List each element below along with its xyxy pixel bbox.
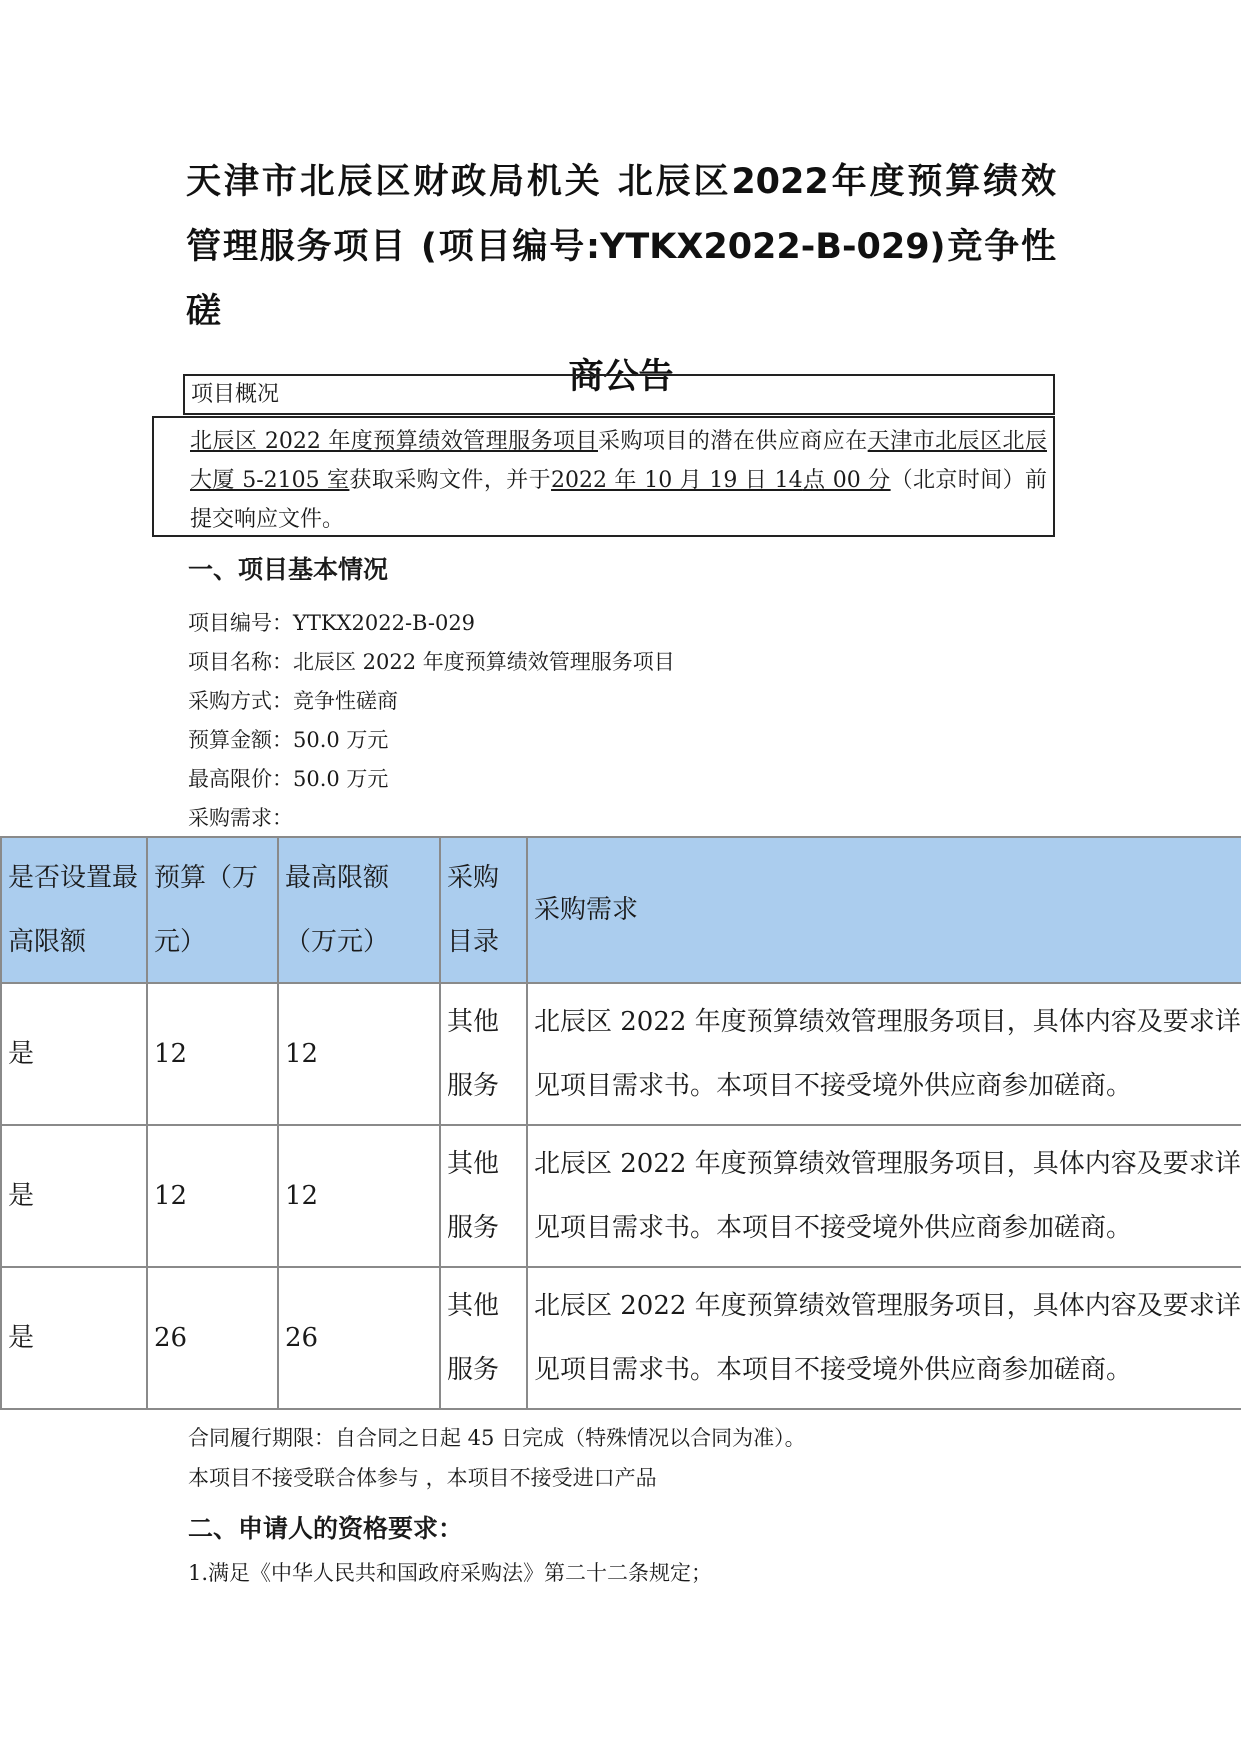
contract-period: 合同履行期限：自合同之日起 45 日完成（特殊情况以合同为准）。 <box>188 1426 806 1450</box>
header-limit: 是否设置最高限额 <box>1 837 147 983</box>
qualification-item-1: 1.满足《中华人民共和国政府采购法》第二十二条规定； <box>188 1561 713 1585</box>
cell-requirements: 北辰区 2022 年度预算绩效管理服务项目，具体内容及要求详见项目需求书。本项目不接受境外供应商参加磋商。 <box>527 1125 1241 1267</box>
cell-catalog: 其他服务 <box>440 1125 527 1267</box>
cell-budget: 12 <box>147 983 278 1125</box>
table-row <box>1 1267 1241 1409</box>
field-max-price: 最高限价：50.0 万元 <box>188 767 389 791</box>
section-2-heading: 二、申请人的资格要求： <box>188 1514 464 1543</box>
requirements-table <box>0 836 1241 1410</box>
overview-heading: 项目概况 <box>183 374 1055 415</box>
table-header-row <box>1 837 1241 983</box>
cell-budget: 26 <box>147 1267 278 1409</box>
cell-limit: 是 <box>1 1267 147 1409</box>
table-row <box>1 983 1241 1125</box>
overview-deadline-1: 2022 年 10 月 19 日 14 <box>551 468 803 493</box>
project-info-list <box>188 604 675 838</box>
header-budget: 预算（万元） <box>147 837 278 983</box>
title-line-2: 管理服务项目 (项目编号:YTKX2022-B-029)竞争性磋 <box>186 227 1056 332</box>
field-budget: 预算金额：50.0 万元 <box>188 728 389 752</box>
cell-requirements: 北辰区 2022 年度预算绩效管理服务项目，具体内容及要求详见项目需求书。本项目不接受境外供应商参加磋商。 <box>527 1267 1241 1409</box>
cell-max: 12 <box>278 1125 440 1267</box>
title-line-1: 天津市北辰区财政局机关 北辰区2022年度预算绩效 <box>186 162 1056 202</box>
cell-max: 26 <box>278 1267 440 1409</box>
page-title <box>186 150 1056 410</box>
after-table-notes <box>188 1418 806 1498</box>
header-catalog: 采购目录 <box>440 837 527 983</box>
cell-requirements: 北辰区 2022 年度预算绩效管理服务项目，具体内容及要求详见项目需求书。本项目不接受境外供应商参加磋商。 <box>527 983 1241 1125</box>
overview-location: 天津市北辰区北辰大厦 5-2105 室 <box>190 429 1047 493</box>
field-project-number: 项目编号：YTKX2022-B-029 <box>188 611 476 635</box>
cell-limit: 是 <box>1 1125 147 1267</box>
header-requirements: 采购需求 <box>527 837 1241 983</box>
table-row <box>1 1125 1241 1267</box>
cell-catalog: 其他服务 <box>440 1267 527 1409</box>
header-max: 最高限额（万元） <box>278 837 440 983</box>
overview-project-name: 北辰区 2022 年度预算绩效管理服务项目 <box>190 429 598 454</box>
overview-text-3: （北京时间）前提交响应文件。 <box>190 468 1048 532</box>
overview-deadline-2: 点 00 分 <box>802 468 891 493</box>
overview-text-1: 采购项目的潜在供应商应在 <box>598 429 868 454</box>
overview-text-2: 获取采购文件，并于 <box>349 468 552 493</box>
overview-box <box>152 416 1055 537</box>
cell-max: 12 <box>278 983 440 1125</box>
field-project-name: 项目名称：北辰区 2022 年度预算绩效管理服务项目 <box>188 650 675 674</box>
cell-limit: 是 <box>1 983 147 1125</box>
title-line-3: 商公告 <box>568 357 674 397</box>
consortium-note: 本项目不接受联合体参与 ，本项目不接受进口产品 <box>188 1466 657 1490</box>
field-requirements: 采购需求： <box>188 806 293 830</box>
field-procurement-method: 采购方式：竞争性磋商 <box>188 689 398 713</box>
cell-budget: 12 <box>147 1125 278 1267</box>
cell-catalog: 其他服务 <box>440 983 527 1125</box>
section-1-heading: 一、项目基本情况 <box>188 555 389 584</box>
